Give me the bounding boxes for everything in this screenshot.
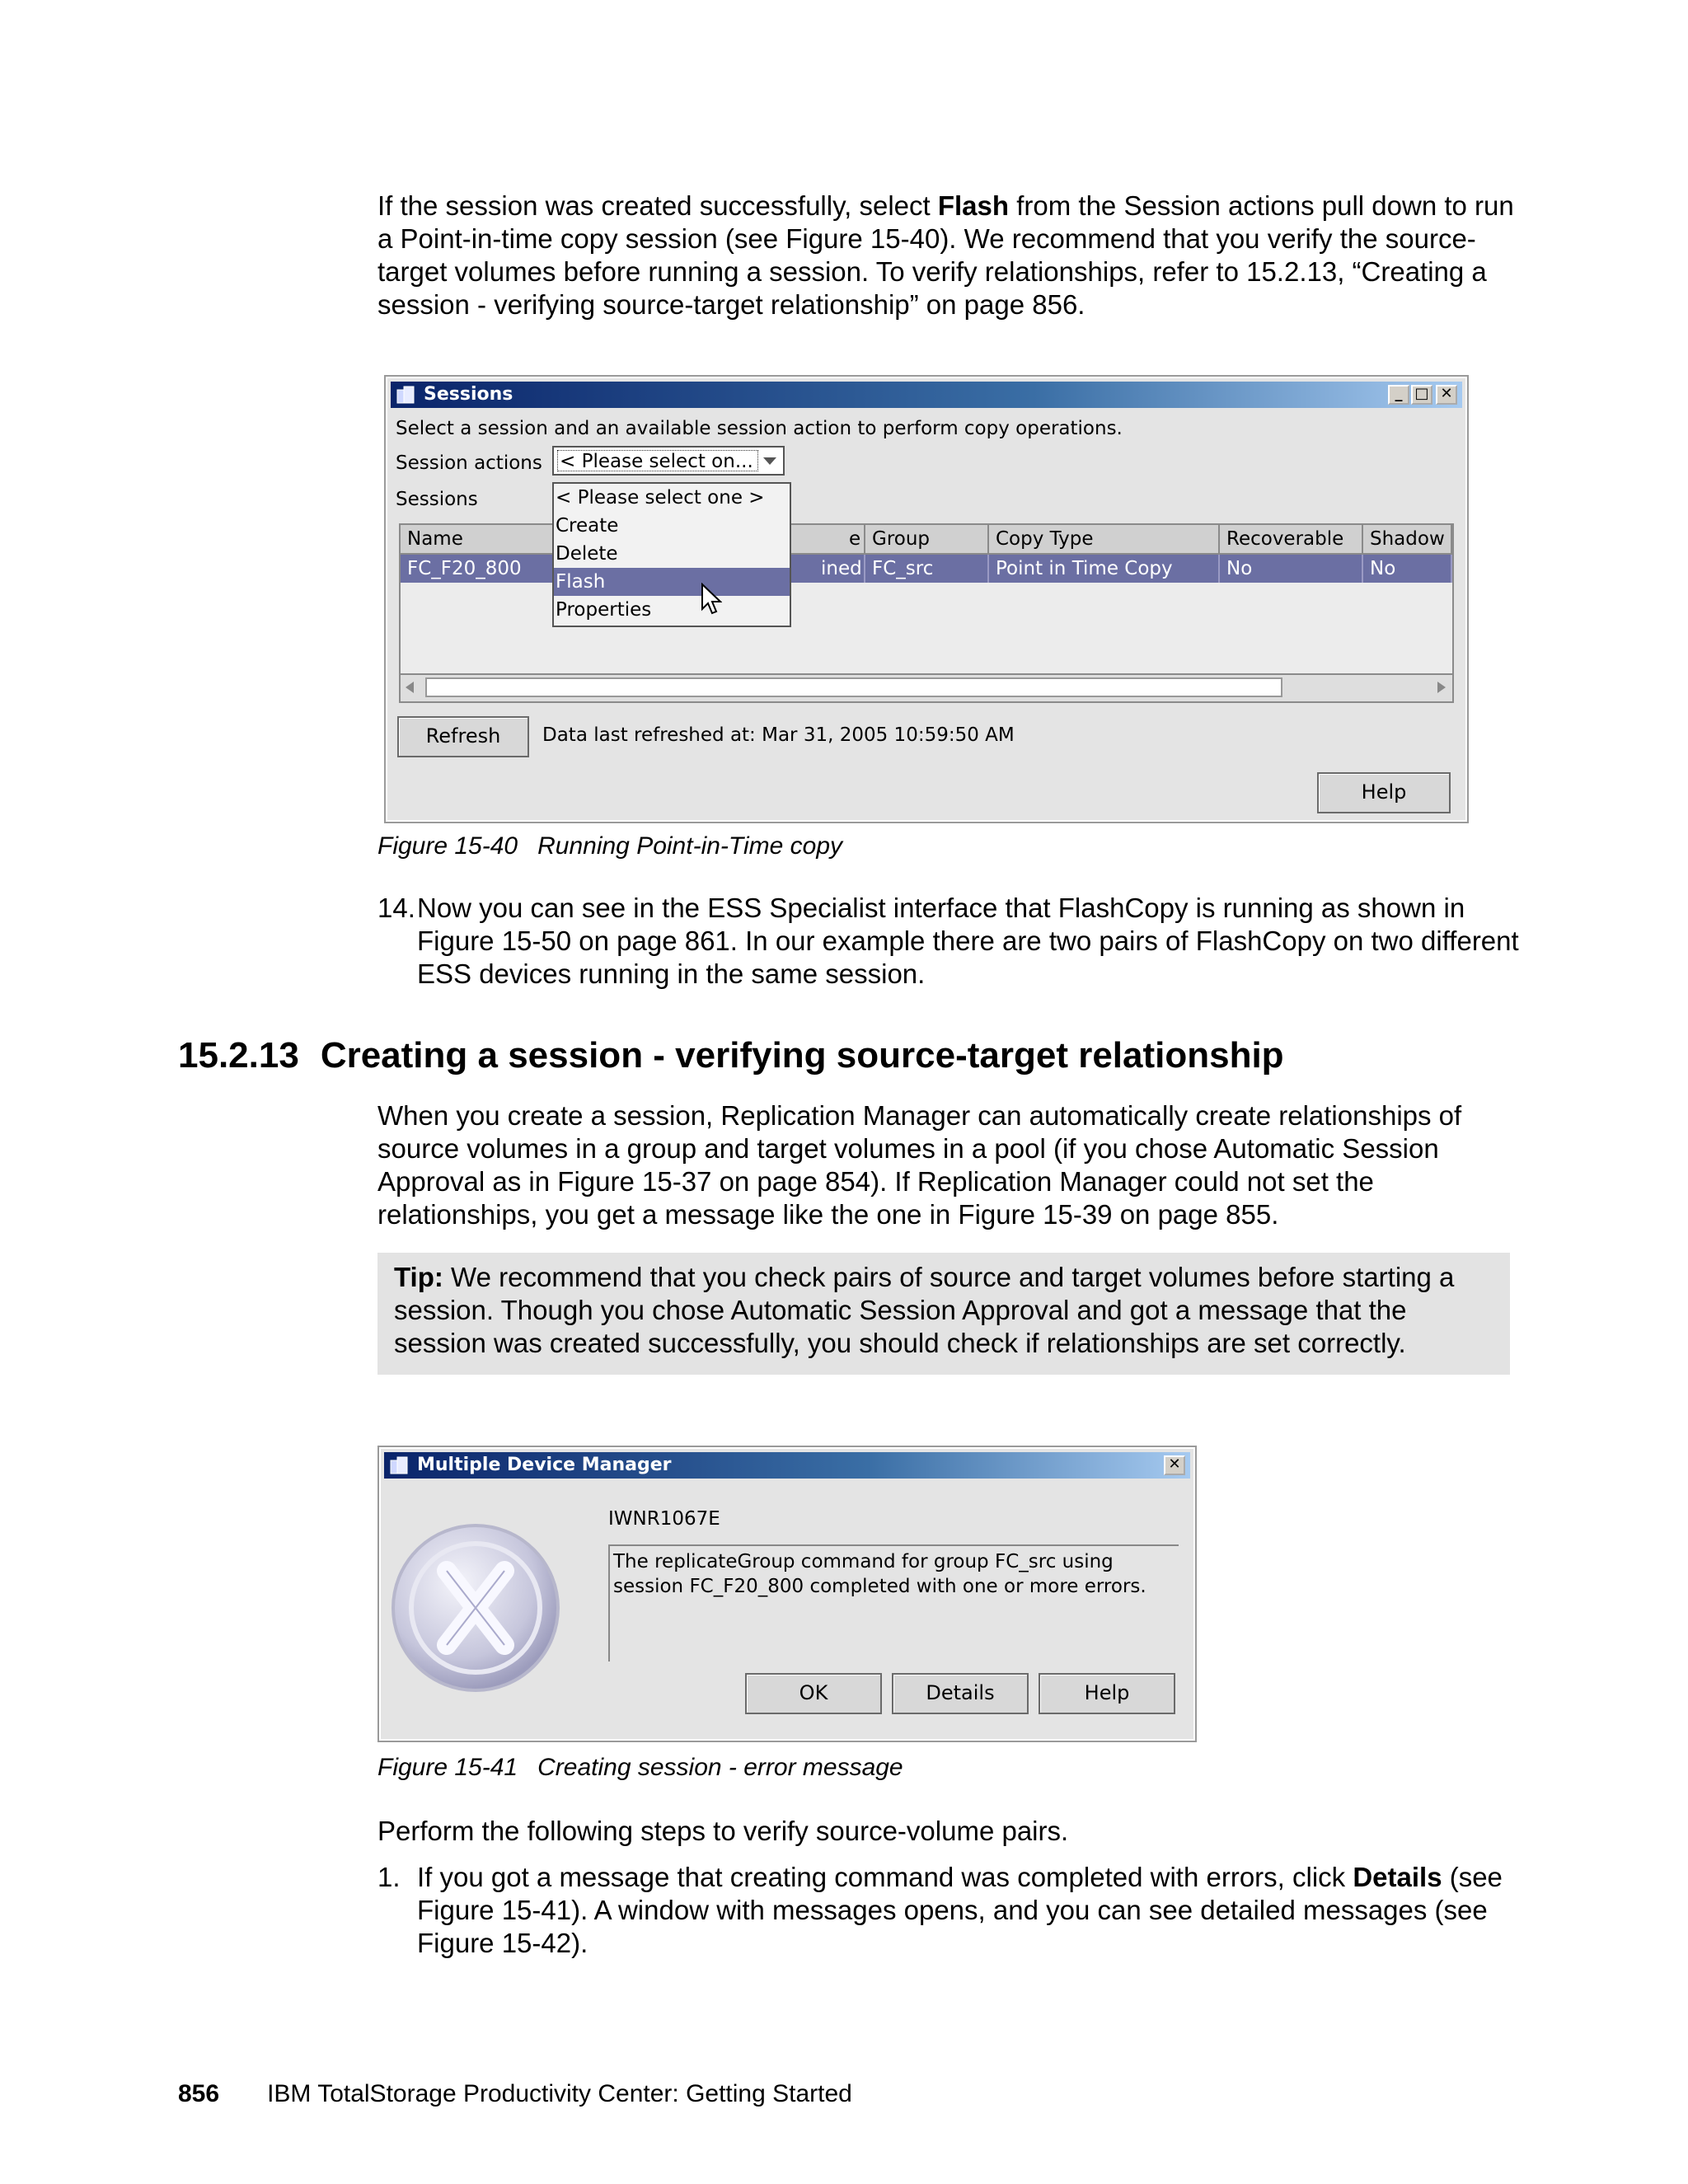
- help-button[interactable]: Help: [1317, 772, 1451, 813]
- maximize-icon[interactable]: □: [1411, 385, 1432, 405]
- error-message-line1: The replicateGroup command for group FC_src using: [613, 1551, 1114, 1572]
- error-window: [377, 1446, 1197, 1742]
- option-properties[interactable]: Properties: [556, 599, 652, 621]
- app-icon: [396, 385, 417, 405]
- refresh-button[interactable]: Refresh: [397, 716, 529, 757]
- error-code: IWNR1067E: [608, 1508, 720, 1530]
- paragraph-3: Perform the following steps to verify source-volume pairs.: [377, 1816, 1069, 1846]
- scroll-thumb[interactable]: [425, 677, 1282, 697]
- col-state[interactable]: e: [648, 525, 865, 555]
- error-icon: [389, 1521, 562, 1694]
- section-heading: 15.2.13 Creating a session - verifying source-target relationship: [178, 1035, 1284, 1076]
- error-message-box: [608, 1544, 1179, 1661]
- close-icon[interactable]: ✕: [1164, 1455, 1185, 1475]
- step-14-number: 14.: [377, 893, 415, 923]
- row-copy-type[interactable]: Point in Time Copy: [989, 555, 1220, 583]
- paragraph-2: When you create a session, Replication Manager can automatically create relationships of source volumes in a group and target volumes in a pool (if you chose Automatic Session Approval as in Figure 15-37 on page 854). If Replication Manager could not set the relationships, you get a message like the one in Figure 15-39 on page 855.: [377, 1100, 1462, 1230]
- sessions-label: Sessions: [396, 489, 478, 510]
- sessions-titlebar[interactable]: [391, 382, 1462, 408]
- sessions-title: Sessions: [424, 384, 513, 405]
- session-actions-select[interactable]: [552, 446, 785, 476]
- sessions-instruction: Select a session and an available session action to perform copy operations.: [396, 418, 1123, 439]
- book-title: IBM TotalStorage Productivity Center: Getting Started: [267, 2080, 852, 2107]
- step-14-text: Now you can see in the ESS Specialist interface that FlashCopy is running as shown in Figure 15-50 on page 861. In our example there are two pairs of FlashCopy on two different ESS devices running in the same session.: [417, 893, 1519, 989]
- help-button[interactable]: Help: [1039, 1673, 1175, 1714]
- intro-paragraph: If the session was created successfully, select Flash from the Session actions pull down to run a Point-in-time copy session (see Figure 15-40). We recommend that you verify the source-target volumes before running a session. To verify relationships, refer to 15.2.13, “Creating a session - verifying source-target relationship” on page 856.: [377, 190, 1514, 320]
- page-number: 856: [178, 2080, 220, 2107]
- step-1-text: If you got a message that creating command was completed with errors, click Details (see Figure 15-41). A window with messages opens, and you can see detailed messages (see Figure 15-42).: [417, 1862, 1503, 1958]
- error-message-line2: session FC_F20_800 completed with one or more errors.: [613, 1576, 1146, 1597]
- option-create[interactable]: Create: [556, 515, 619, 537]
- step-14: [377, 892, 1523, 991]
- refreshed-text: Data last refreshed at: Mar 31, 2005 10:59:50 AM: [542, 724, 1015, 746]
- chevron-down-icon: [763, 457, 776, 465]
- horizontal-scrollbar[interactable]: [401, 673, 1452, 701]
- row-recoverable[interactable]: No: [1220, 555, 1363, 583]
- row-state[interactable]: ined: [648, 555, 865, 583]
- scroll-right-icon[interactable]: [1436, 680, 1447, 695]
- error-title: Multiple Device Manager: [417, 1455, 672, 1475]
- error-titlebar[interactable]: [384, 1452, 1190, 1479]
- col-name[interactable]: Name: [401, 525, 648, 555]
- mouse-cursor-icon: [701, 583, 722, 616]
- figure-caption-1: Figure 15-40 Running Point-in-Time copy: [377, 832, 843, 860]
- option-please-select[interactable]: < Please select one >: [556, 487, 765, 509]
- tip-box: [377, 1253, 1510, 1375]
- row-name[interactable]: FC_F20_800: [401, 555, 648, 583]
- col-shadow[interactable]: Shadow: [1363, 525, 1452, 555]
- col-group[interactable]: Group: [865, 525, 989, 555]
- session-actions-label: Session actions: [396, 452, 542, 474]
- col-recoverable[interactable]: Recoverable: [1220, 525, 1363, 555]
- sessions-window: [384, 375, 1469, 823]
- scroll-left-icon[interactable]: [404, 680, 415, 695]
- app-icon: [389, 1455, 410, 1475]
- details-button[interactable]: Details: [892, 1673, 1029, 1714]
- tip-label: Tip:: [394, 1262, 443, 1292]
- option-delete[interactable]: Delete: [556, 543, 618, 565]
- select-value: < Please select on...: [557, 450, 758, 471]
- ok-button[interactable]: OK: [745, 1673, 882, 1714]
- option-flash[interactable]: Flash: [554, 568, 790, 596]
- close-icon[interactable]: ✕: [1436, 385, 1457, 405]
- col-copy-type[interactable]: Copy Type: [989, 525, 1220, 555]
- page-footer: [178, 2080, 852, 2108]
- tip-text: We recommend that you check pairs of source and target volumes before starting a session. Though you chose Automatic Session Approval and got a message that the session was created successfully, you should check if relationships are set correctly.: [394, 1262, 1455, 1358]
- step-1: [377, 1861, 1523, 1960]
- row-group[interactable]: FC_src: [865, 555, 989, 583]
- minimize-icon[interactable]: _: [1388, 385, 1409, 405]
- row-shadow[interactable]: No: [1363, 555, 1452, 583]
- step-1-number: 1.: [377, 1862, 401, 1892]
- figure-caption-2: Figure 15-41 Creating session - error message: [377, 1754, 903, 1781]
- session-actions-dropdown: [552, 482, 791, 627]
